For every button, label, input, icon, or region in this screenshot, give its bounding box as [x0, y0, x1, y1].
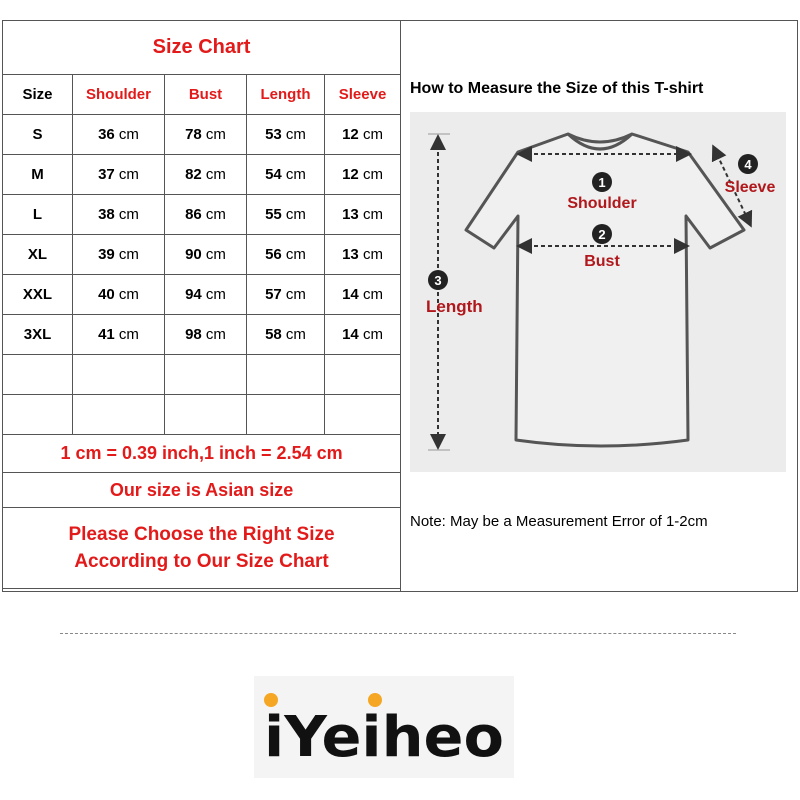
bust-value: 94	[185, 286, 202, 303]
sleeve-label: Sleeve	[724, 179, 776, 196]
measure-title: How to Measure the Size of this T-shirt	[410, 80, 704, 97]
shoulder-value: 38	[98, 206, 115, 223]
bust-value: 98	[185, 326, 202, 343]
length-value: 54	[265, 166, 282, 183]
size-cell: S	[3, 115, 73, 155]
size-row-l	[3, 195, 401, 235]
sleeve-unit: cm	[362, 286, 383, 303]
empty-row	[3, 395, 401, 435]
bust-cell	[165, 155, 247, 195]
sleeve-unit: cm	[362, 206, 383, 223]
brand-logo-wordmark: iYeiheo	[264, 705, 504, 770]
bust-cell	[165, 315, 247, 355]
shoulder-value: 41	[98, 326, 115, 343]
bust-unit: cm	[205, 246, 226, 263]
bust-value: 78	[185, 126, 202, 143]
bust-cell	[165, 115, 247, 155]
sleeve-value: 14	[342, 286, 359, 303]
size-chart-table	[2, 20, 401, 589]
size-row-m	[3, 155, 401, 195]
shoulder-cell	[73, 275, 165, 315]
length-value: 58	[265, 326, 282, 343]
bust-value: 82	[185, 166, 202, 183]
bust-unit: cm	[205, 286, 226, 303]
sleeve-cell	[325, 235, 401, 275]
size-row-3xl	[3, 315, 401, 355]
length-cell	[247, 155, 325, 195]
length-cell	[247, 115, 325, 155]
shoulder-cell	[73, 115, 165, 155]
header-row	[3, 75, 401, 115]
shoulder-cell	[73, 315, 165, 355]
measurement-error-note: Note: May be a Measurement Error of 1-2cm	[410, 513, 708, 530]
bust-number: 2	[598, 227, 606, 242]
length-cell	[247, 315, 325, 355]
header-length: Length	[247, 75, 325, 115]
shoulder-value: 36	[98, 126, 115, 143]
sleeve-number: 4	[744, 157, 752, 172]
dashed-separator	[60, 633, 736, 634]
bust-unit: cm	[205, 206, 226, 223]
shoulder-cell	[73, 155, 165, 195]
header-shoulder: Shoulder	[73, 75, 165, 115]
length-label: Length	[426, 297, 483, 316]
shoulder-label: Shoulder	[567, 195, 637, 212]
length-unit: cm	[285, 286, 306, 303]
shoulder-unit: cm	[118, 326, 139, 343]
sleeve-cell	[325, 315, 401, 355]
shoulder-cell	[73, 195, 165, 235]
shoulder-number: 1	[598, 175, 606, 190]
size-cell: L	[3, 195, 73, 235]
bust-value: 86	[185, 206, 202, 223]
sleeve-unit: cm	[362, 126, 383, 143]
shoulder-value: 40	[98, 286, 115, 303]
shoulder-unit: cm	[118, 286, 139, 303]
shoulder-cell	[73, 235, 165, 275]
sleeve-value: 13	[342, 246, 359, 263]
header-bust: Bust	[165, 75, 247, 115]
length-unit: cm	[285, 326, 306, 343]
sleeve-value: 14	[342, 326, 359, 343]
size-chart-title: Size Chart	[3, 21, 401, 75]
length-number: 3	[434, 273, 442, 288]
length-cell	[247, 195, 325, 235]
bust-label: Bust	[584, 253, 620, 270]
sleeve-unit: cm	[362, 166, 383, 183]
size-cell: M	[3, 155, 73, 195]
choose-size-line-2: According to Our Size Chart	[74, 551, 329, 572]
sleeve-cell	[325, 195, 401, 235]
choose-size-note	[3, 508, 401, 589]
size-row-s	[3, 115, 401, 155]
length-unit: cm	[285, 126, 306, 143]
choose-size-line-1: Please Choose the Right Size	[68, 524, 335, 545]
sleeve-cell	[325, 275, 401, 315]
size-row-xl	[3, 235, 401, 275]
length-value: 53	[265, 126, 282, 143]
size-cell: 3XL	[3, 315, 73, 355]
sleeve-value: 12	[342, 126, 359, 143]
size-row-xxl	[3, 275, 401, 315]
bust-unit: cm	[205, 166, 226, 183]
bust-value: 90	[185, 246, 202, 263]
sleeve-value: 13	[342, 206, 359, 223]
conversion-note: 1 cm = 0.39 inch,1 inch = 2.54 cm	[3, 435, 401, 473]
shoulder-unit: cm	[118, 206, 139, 223]
sleeve-cell	[325, 155, 401, 195]
header-sleeve: Sleeve	[325, 75, 401, 115]
length-value: 56	[265, 246, 282, 263]
asian-size-note: Our size is Asian size	[3, 473, 401, 508]
shoulder-unit: cm	[118, 166, 139, 183]
length-value: 57	[265, 286, 282, 303]
bust-cell	[165, 275, 247, 315]
sleeve-cell	[325, 115, 401, 155]
length-unit: cm	[285, 166, 306, 183]
length-unit: cm	[285, 246, 306, 263]
length-cell	[247, 235, 325, 275]
shoulder-unit: cm	[118, 126, 139, 143]
length-value: 55	[265, 206, 282, 223]
length-cell	[247, 275, 325, 315]
brand-logo	[254, 676, 514, 778]
shoulder-unit: cm	[118, 246, 139, 263]
shoulder-value: 37	[98, 166, 115, 183]
size-cell: XL	[3, 235, 73, 275]
empty-row	[3, 355, 401, 395]
bust-unit: cm	[205, 326, 226, 343]
bust-cell	[165, 195, 247, 235]
size-cell: XXL	[3, 275, 73, 315]
sleeve-unit: cm	[362, 246, 383, 263]
shoulder-value: 39	[98, 246, 115, 263]
sleeve-value: 12	[342, 166, 359, 183]
tshirt-measure-diagram	[410, 112, 786, 472]
header-size: Size	[3, 75, 73, 115]
bust-cell	[165, 235, 247, 275]
bust-unit: cm	[205, 126, 226, 143]
length-unit: cm	[285, 206, 306, 223]
sleeve-unit: cm	[362, 326, 383, 343]
